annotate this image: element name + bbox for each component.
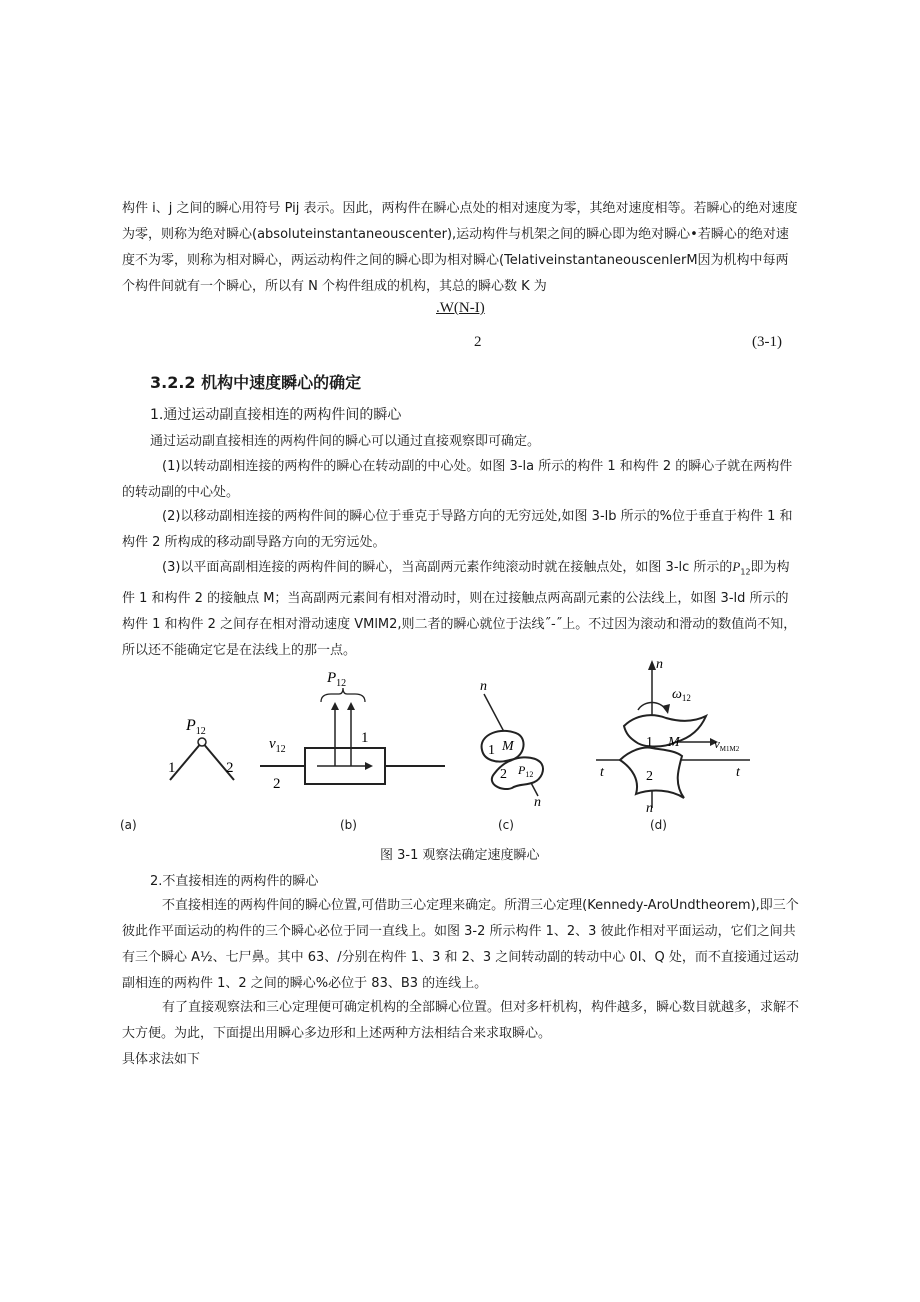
fig-b-arrowhead-v2 [347,702,355,710]
fig-label-c: (c) [498,818,514,832]
figure-b [255,662,450,802]
fig-c-n-bottom: n [534,795,541,810]
fig-c-label-1: 1 [488,743,495,758]
fig-d-t-right: t [736,765,740,780]
fig-c-label-2: 2 [500,767,507,782]
formula-denominator: 2 [474,334,482,350]
subsection1-title: 1.通过运动副直接相连的两构件间的瞬心 [150,407,402,423]
fig-d-label-1: 1 [646,735,653,750]
item3-symbol: P [732,559,741,574]
item3-text-a: (3)以平面高副相连接的两构件间的瞬心，当高副两元素作纯滚动时就在接触点处，如图 3-lc 所示的 [162,560,733,575]
fig-c-m-label: M [502,739,514,754]
item3-subscript: 12 [740,567,751,577]
fig-a-label-1: 1 [168,760,176,776]
subsection2-title: 2.不直接相连的两构件的瞬心 [150,874,319,889]
subsection2-para2: 有了直接观察法和三心定理便可确定机构的全部瞬心位置。但对多杆机构，构件越多，瞬心数目就越多，求解不大方便。为此，下面提出用瞬心多边形和上述两种方法相结合来求取瞬心。 [122,1000,800,1041]
fig-label-a: (a) [120,818,137,832]
fig-label-b: (b) [340,818,357,832]
fig-c-n-top: n [480,679,487,694]
subsection1-item2: (2)以移动副相连接的两构件间的瞬心位于垂克于导路方向的无穷远处,如图 3-lb 所示的%位于垂直于构件 1 和构件 2 所构成的移动副导路方向的无穷远处。 [122,509,793,550]
intro-paragraph: 构件 i、j 之间的瞬心用符号 Pij 表示。因此，两构件在瞬心点处的相对速度为零，其绝对速度相等。若瞬心的绝对速度为零，则称为绝对瞬心(absoluteinstantaneouscenter),运动构件与机架之间的瞬心即为绝对瞬心•若瞬心的绝对速度不为零，则称为相对瞬心，两运动构件之间的瞬心即为相对瞬心(TelativeinstantaneouscenlerM因为机构中每两个构件间就有一个瞬心，所以有 N 个构件组成的机构，其总的瞬心数 K 为 [122,201,798,294]
fig-b-p-label: $P_{12}$ [327,670,347,689]
figure-a [150,690,260,800]
formula-numerator: .W(N-I) [436,300,485,316]
fig-label-d: (d) [650,818,667,832]
fig-a-label-2: 2 [226,760,234,776]
fig-b-arrowhead-v1 [331,702,339,710]
formula-number: (3-1) [752,334,782,350]
subsection2-last-line: 具体求法如下 [122,1052,201,1067]
fig-a-joint [198,738,206,746]
fig-a-links [170,742,234,780]
fig-a-p-label: $P_{12}$ [186,717,206,737]
figure-d [590,656,760,816]
fig-c-p-label: $P_{12}$ [518,763,534,779]
subsection2-para1: 不直接相连的两构件间的瞬心位置,可借助三心定理来确定。所渭三心定理(Kennedy-AroUndtheorem),即三个彼此作平面运动的构件的三个瞬心必位于同一直线上。如图 3-2 所示构件 1、2、3 彼此作相对平面运动，它们之间共有三个瞬心 A½、七尸鼻。其中 63、/分别在构件 1、3 和 2、3 之间转动副的转动中心 0I、Q 处，而不直接通过运动副相连的两构件 1、2 之间的瞬心%必位于 83、B3 的连线上。 [122,898,799,991]
fig-d-n-top: n [656,657,663,672]
figure-caption: 图 3-1 观察法确定速度瞬心 [380,848,540,863]
subsection1-intro: 通过运动副直接相连的两构件间的瞬心可以通过直接观察即可确定。 [150,434,541,449]
fig-d-normal-arrowhead [648,660,656,670]
fig-d-n-bottom: n [646,801,653,816]
fig-b-label-2: 2 [273,776,281,792]
fig-b-label-1: 1 [361,730,369,746]
subsection1-item1: (1)以转动副相连接的两构件的瞬心在转动副的中心处。如图 3-la 所示的构件 1 和构件 2 的瞬心子就在两构件的转动副的中心处。 [122,459,793,500]
fig-d-v-label: $v_{M1M2}$ [714,736,740,753]
fig-d-m-label: M [668,735,680,750]
fig-d-label-2: 2 [646,769,653,784]
fig-b-brace [321,688,365,702]
figure-c [462,678,554,810]
fig-b-v-label: $v_{12}$ [269,736,286,755]
section-heading: 3.2.2 机构中速度瞬心的确定 [150,373,362,392]
subsection1-item3 [122,554,800,664]
fig-d-omega-label: $\omega_{12}$ [672,687,691,703]
fig-d-t-left: t [600,765,604,780]
item3-text-b: 即为构件 1 和构件 2 的接触点 M；当高副两元素间有相对滑动时，则在过接触点两高副元素的公法线上，如图 3-ld 所示的构件 1 和构件 2 之间存在相对滑动速度 VMlM2,则二者的瞬心就位于法线˝-˝上。不过因为滚动和滑动的数值尚不知，所以还不能确定它是在法线上的那一点。 [122,560,797,658]
